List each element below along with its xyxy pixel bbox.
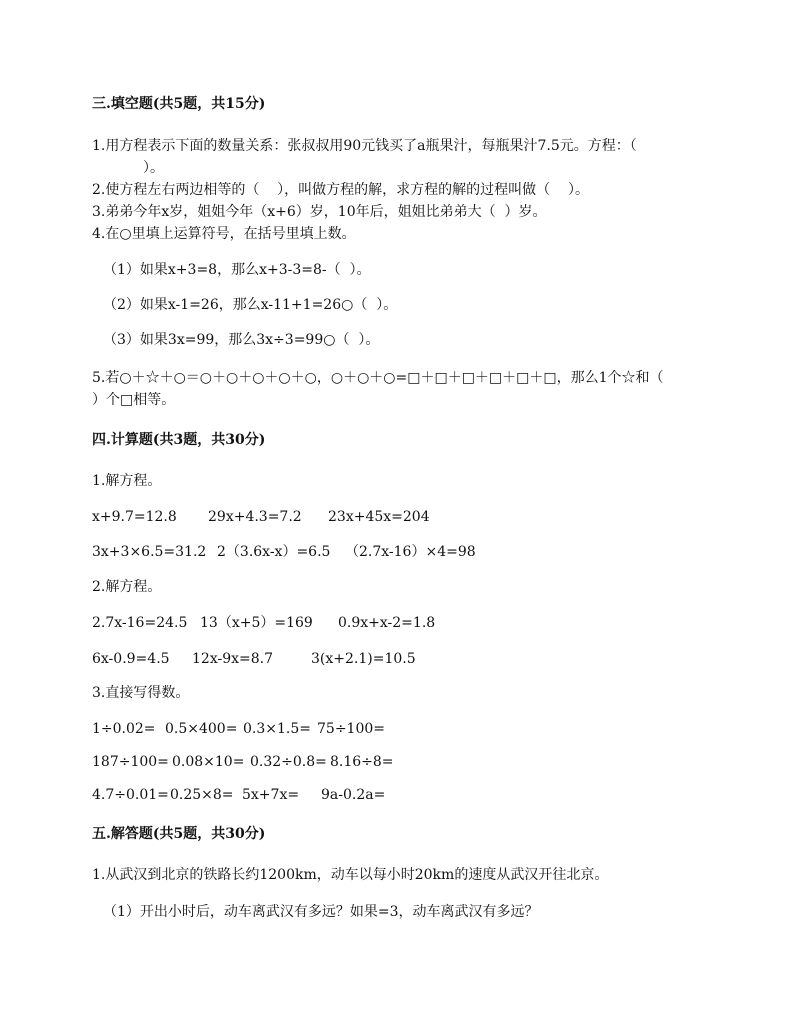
- question-2: 2.使方程左右两边相等的（ ），叫做方程的解，求方程的解的过程叫做（ ）。: [92, 182, 589, 198]
- equation-cell: 12x-9x=8.7: [192, 651, 273, 667]
- arithmetic-cell: 8.16÷8=: [330, 754, 394, 770]
- equation-cell: 3(x+2.1)=10.5: [311, 651, 416, 667]
- equation-cell: 2（3.6x-x）=6.5: [217, 544, 331, 560]
- calc-question-3: 3.直接写得数。: [92, 685, 190, 701]
- calc-question-1: 1.解方程。: [92, 473, 162, 489]
- arithmetic-cell: 9a-0.2a=: [321, 787, 386, 803]
- equation-cell: 29x+4.3=7.2: [208, 509, 302, 525]
- section-heading: 五.解答题(共5题，共30分): [92, 826, 266, 842]
- question-1-line-1: 1.用方程表示下面的数量关系：张叔叔用90元钱买了a瓶果汁，每瓶果汁7.5元。方程：（: [92, 138, 637, 154]
- section-heading: 四.计算题(共3题，共30分): [92, 432, 266, 448]
- arithmetic-cell: 1÷0.02=: [92, 721, 156, 737]
- question-4-sub-2: （2）如果x-1=26，那么x-11+1=26○（ ）。: [103, 297, 398, 313]
- question-1-line-2: ）。: [143, 160, 164, 176]
- question-5-line-1: 5.若○＋☆＋○＝○＋○＋○＋○＋○，○＋○＋○=□＋□＋□＋□＋□＋□，那么1个☆和（: [92, 370, 664, 386]
- arithmetic-cell: 0.25×8=: [170, 787, 234, 803]
- question-4-sub-1: （1）如果x+3=8，那么x+3-3=8-（ ）。: [103, 262, 371, 278]
- arithmetic-cell: 5x+7x=: [242, 787, 300, 803]
- question-3: 3.弟弟今年x岁，姐姐今年（x+6）岁，10年后，姐姐比弟弟大（ ）岁。: [92, 204, 547, 220]
- question-4-sub-3: （3）如果3x=99，那么3x÷3=99○（ ）。: [103, 332, 380, 348]
- arithmetic-cell: 0.5×400=: [165, 721, 238, 737]
- equation-cell: （2.7x-16）×4=98: [345, 544, 476, 560]
- arithmetic-cell: 0.08×10=: [172, 754, 245, 770]
- equation-cell: x+9.7=12.8: [92, 509, 177, 525]
- equation-cell: 0.9x+x-2=1.8: [338, 615, 436, 631]
- equation-cell: 13（x+5）=169: [200, 615, 313, 631]
- equation-cell: 6x-0.9=4.5: [92, 651, 170, 667]
- arithmetic-cell: 4.7÷0.01=: [92, 787, 169, 803]
- arithmetic-cell: 0.32÷0.8=: [250, 754, 327, 770]
- word-problem-1: 1.从武汉到北京的铁路长约1200km，动车以每小时20km的速度从武汉开往北京。: [92, 867, 609, 883]
- arithmetic-cell: 187÷100=: [92, 754, 169, 770]
- word-problem-1-sub-1: （1）开出小时后，动车离武汉有多远？如果=3，动车离武汉有多远？: [103, 904, 539, 920]
- arithmetic-cell: 75÷100=: [317, 721, 385, 737]
- arithmetic-cell: 0.3×1.5=: [243, 721, 311, 737]
- equation-cell: 3x+3×6.5=31.2: [92, 544, 207, 560]
- equation-cell: 2.7x-16=24.5: [92, 615, 188, 631]
- equation-cell: 23x+45x=204: [328, 509, 430, 525]
- question-4: 4.在○里填上运算符号，在括号里填上数。: [92, 226, 356, 242]
- section-heading: 三.填空题(共5题，共15分): [92, 96, 266, 112]
- question-5-line-2: ）个□相等。: [92, 392, 176, 408]
- calc-question-2: 2.解方程。: [92, 579, 162, 595]
